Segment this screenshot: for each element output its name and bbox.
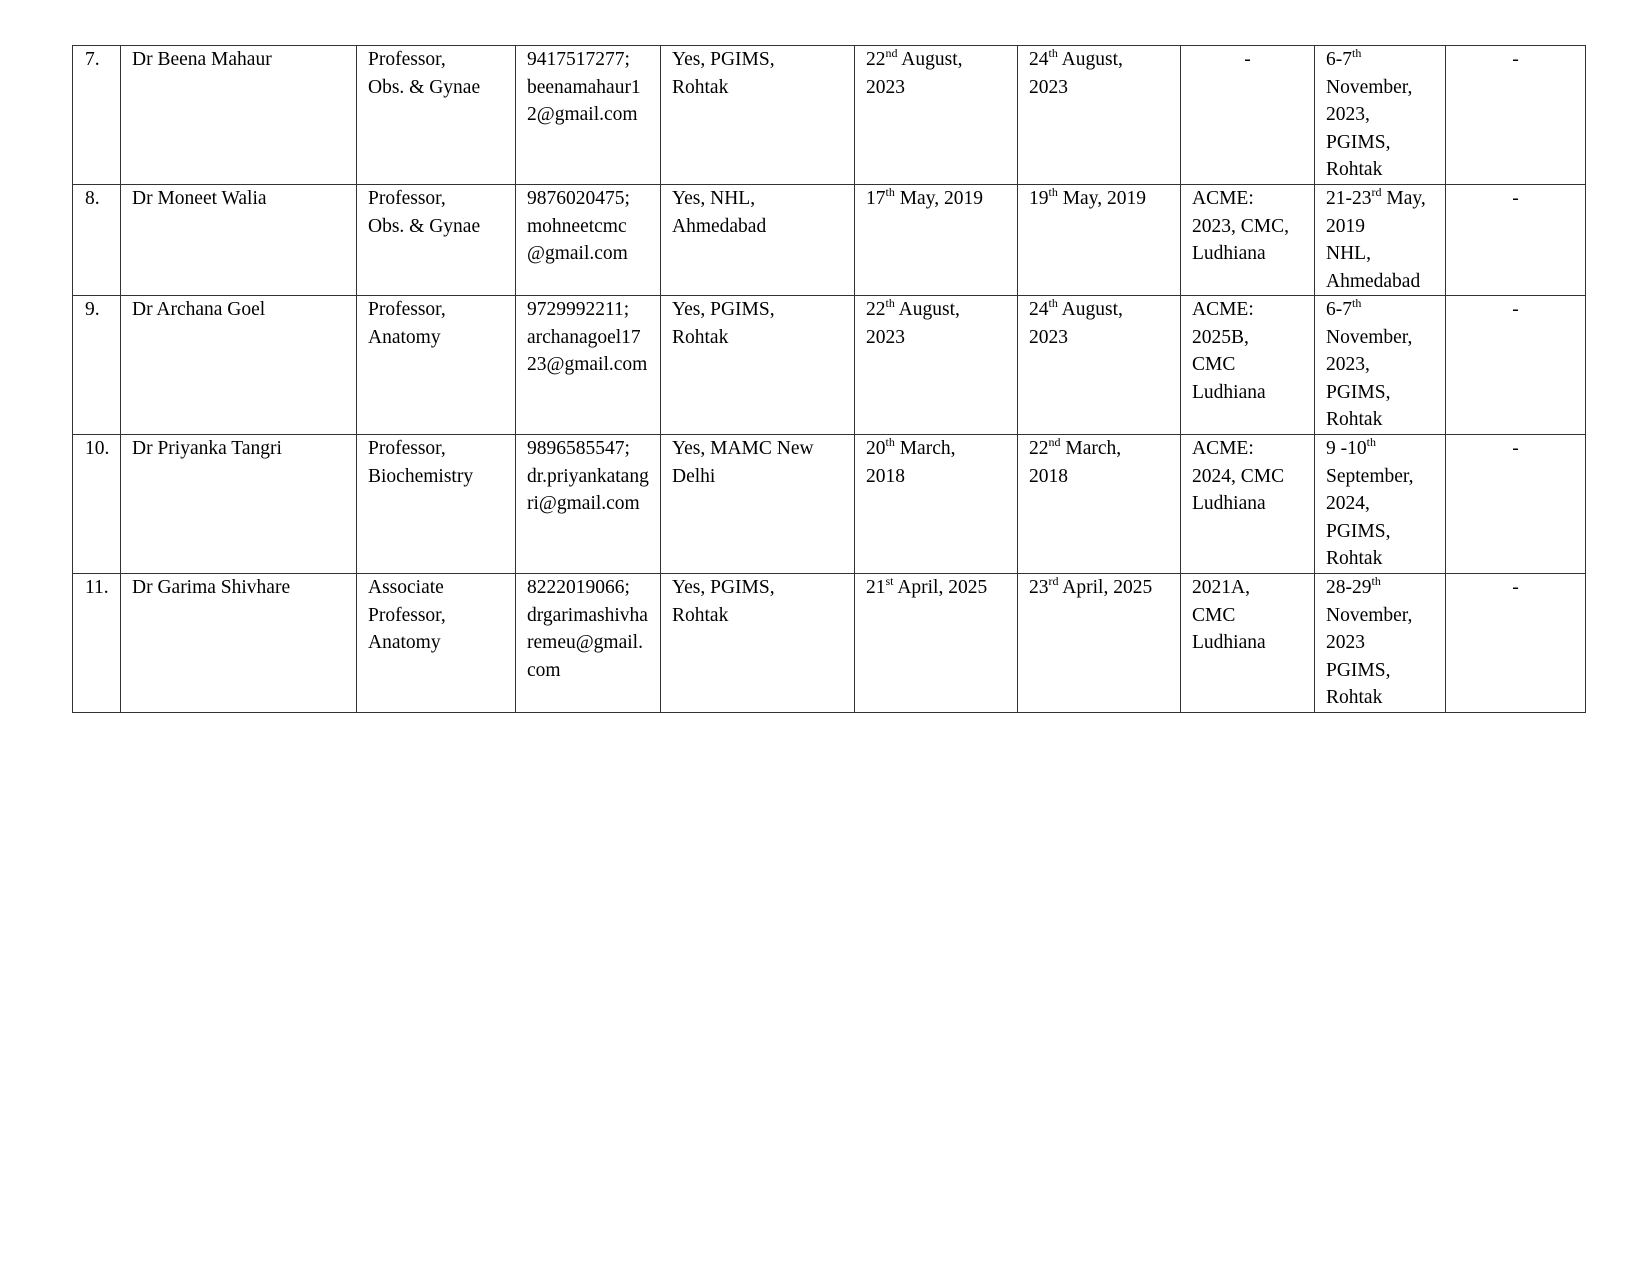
training-details: 6-7th November, 2023, PGIMS, Rohtak: [1315, 296, 1446, 435]
training-details: 9 -10th September, 2024, PGIMS, Rohtak: [1315, 435, 1446, 574]
faculty-name: Dr Beena Mahaur: [121, 46, 357, 185]
end-date: 19th May, 2019: [1018, 185, 1181, 296]
remarks: -: [1446, 574, 1586, 713]
start-date: 21st April, 2025: [855, 574, 1018, 713]
table-row: [73, 435, 1586, 574]
acme-details: ACME: 2024, CMC Ludhiana: [1181, 435, 1315, 574]
remarks: -: [1446, 296, 1586, 435]
training-details: 6-7th November, 2023, PGIMS, Rohtak: [1315, 46, 1446, 185]
contact-details: 9876020475; mohneetcmc @gmail.com: [516, 185, 661, 296]
remarks: -: [1446, 185, 1586, 296]
end-date: 23rd April, 2025: [1018, 574, 1181, 713]
serial-number: 7.: [73, 46, 121, 185]
table-row: [73, 46, 1586, 185]
acme-details: ACME: 2023, CMC, Ludhiana: [1181, 185, 1315, 296]
institution: Yes, PGIMS, Rohtak: [661, 574, 855, 713]
training-details: 21-23rd May, 2019 NHL, Ahmedabad: [1315, 185, 1446, 296]
serial-number: 9.: [73, 296, 121, 435]
institution: Yes, MAMC New Delhi: [661, 435, 855, 574]
training-details: 28-29th November, 2023 PGIMS, Rohtak: [1315, 574, 1446, 713]
contact-details: 9896585547; dr.priyankatangri@gmail.com: [516, 435, 661, 574]
institution: Yes, NHL, Ahmedabad: [661, 185, 855, 296]
serial-number: 11.: [73, 574, 121, 713]
table-row: [73, 574, 1586, 713]
remarks: -: [1446, 435, 1586, 574]
end-date: 24th August, 2023: [1018, 296, 1181, 435]
acme-details: -: [1181, 46, 1315, 185]
contact-details: 9729992211; archanagoel1723@gmail.com: [516, 296, 661, 435]
designation: Professor, Anatomy: [357, 296, 516, 435]
acme-details: 2021A, CMC Ludhiana: [1181, 574, 1315, 713]
start-date: 17th May, 2019: [855, 185, 1018, 296]
faculty-name: Dr Moneet Walia: [121, 185, 357, 296]
faculty-name: Dr Garima Shivhare: [121, 574, 357, 713]
start-date: 22th August, 2023: [855, 296, 1018, 435]
faculty-name: Dr Archana Goel: [121, 296, 357, 435]
faculty-name: Dr Priyanka Tangri: [121, 435, 357, 574]
serial-number: 8.: [73, 185, 121, 296]
end-date: 24th August, 2023: [1018, 46, 1181, 185]
faculty-table: [72, 45, 1586, 713]
remarks: -: [1446, 46, 1586, 185]
start-date: 20th March, 2018: [855, 435, 1018, 574]
table-row: [73, 296, 1586, 435]
institution: Yes, PGIMS, Rohtak: [661, 296, 855, 435]
end-date: 22nd March, 2018: [1018, 435, 1181, 574]
designation: Associate Professor, Anatomy: [357, 574, 516, 713]
table-row: [73, 185, 1586, 296]
contact-details: 8222019066; drgarimashivharemeu@gmail.com: [516, 574, 661, 713]
designation: Professor, Obs. & Gynae: [357, 185, 516, 296]
designation: Professor, Obs. & Gynae: [357, 46, 516, 185]
institution: Yes, PGIMS, Rohtak: [661, 46, 855, 185]
start-date: 22nd August, 2023: [855, 46, 1018, 185]
contact-details: 9417517277; beenamahaur12@gmail.com: [516, 46, 661, 185]
acme-details: ACME: 2025B, CMC Ludhiana: [1181, 296, 1315, 435]
serial-number: 10.: [73, 435, 121, 574]
designation: Professor, Biochemistry: [357, 435, 516, 574]
